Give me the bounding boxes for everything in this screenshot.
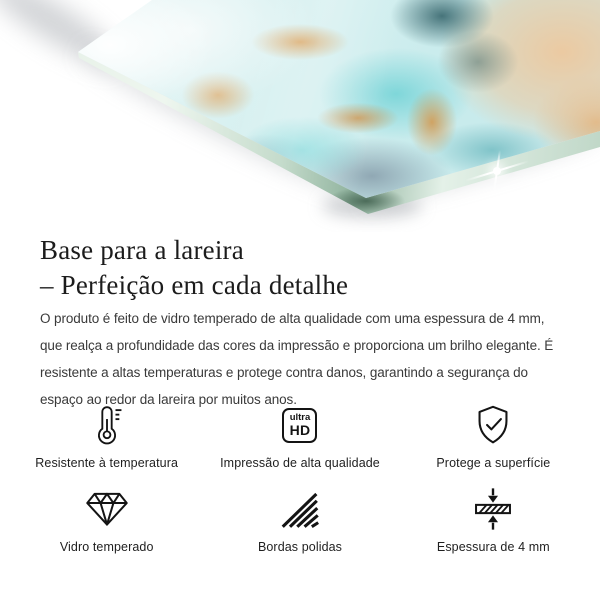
feature-polished-edges <box>203 486 396 570</box>
ultra-hd-text-top: ultra <box>289 412 311 423</box>
feature-label: Vidro temperado <box>59 540 154 554</box>
polished-edges-icon <box>278 486 322 532</box>
features-grid <box>10 402 590 570</box>
ultra-hd-icon <box>282 402 317 448</box>
feature-label: Espessura de 4 mm <box>436 540 550 554</box>
feature-temperature <box>10 402 203 486</box>
thickness-4mm-icon <box>471 486 515 532</box>
feature-label: Protege a superfície <box>436 456 551 470</box>
thermometer-icon <box>90 402 124 448</box>
feature-tempered-glass <box>10 486 203 570</box>
shield-check-icon <box>474 402 512 448</box>
ultra-hd-text-bottom: HD <box>289 422 311 438</box>
feature-label: Impressão de alta qualidade <box>220 456 380 470</box>
feature-label: Bordas polidas <box>257 540 343 554</box>
feature-label: Resistente à temperatura <box>35 456 179 470</box>
diamond-icon <box>85 486 129 532</box>
page-title-line1: Base para a lareira <box>40 235 244 265</box>
product-description: O produto é feito de vidro temperado de alta qualidade com uma espessura de 4 mm, que realça a profundidade das cores da impressão e proporciona um brilho elegante. É resistente a altas temperaturas e protege contra danos, garantindo a segurança do espaço ao redor da lareira por muitos anos. <box>40 311 554 407</box>
feature-thickness <box>397 486 590 570</box>
feature-surface-protection <box>397 402 590 486</box>
hero-product-image <box>0 0 600 232</box>
page-title-line2: – Perfeição em cada detalhe <box>40 270 349 300</box>
feature-print-quality <box>203 402 396 486</box>
page-title <box>40 233 580 303</box>
